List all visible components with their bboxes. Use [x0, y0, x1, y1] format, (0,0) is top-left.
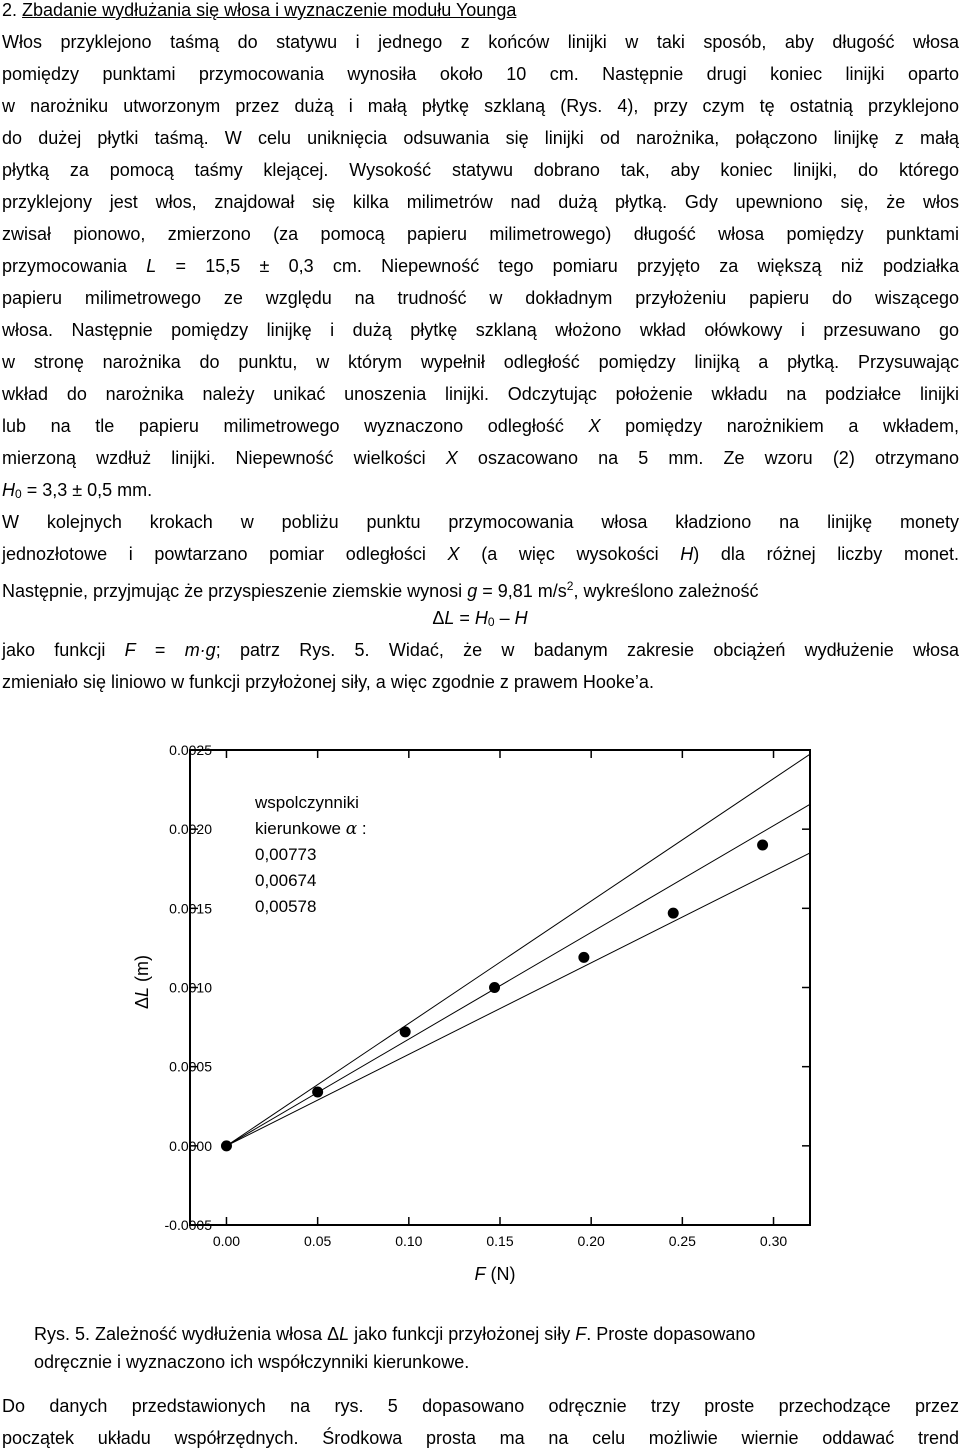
text-run: = 15,5 ± 0,3 cm.: [156, 256, 382, 276]
x-tick-label: 0.05: [304, 1233, 332, 1249]
x-tick-label: 0.15: [486, 1233, 514, 1249]
data-point: [489, 982, 500, 993]
y-axis-symbol: Δ: [132, 996, 152, 1010]
paragraph-line: papieru milimetrowego ze względu na trudność w dokładnym przyłożeniu papieru do wiszącego: [2, 288, 959, 308]
figure-caption-line-2: odręcznie i wyznaczono ich współczynniki kierunkowe.: [34, 1352, 470, 1372]
paragraph-line: przyklejony jest włos, znajdował się kilka milimetrów nad dużą płytką. Gdy upewniono się, że włos: [2, 192, 959, 212]
paragraph-line: do dużej płytki taśmą. W celu uniknięcia odsuwania się linijki od narożnika, połączono linijkę z małą: [2, 128, 959, 148]
y-axis-ticks: [165, 742, 810, 1233]
text-run: przymocowania: [2, 256, 147, 276]
x-tick-label: 0.30: [759, 1233, 788, 1249]
variable-L: L: [146, 256, 157, 276]
slope-value-1: 0,00773: [255, 845, 317, 864]
paragraph-line: zwisał pionowo, zmierzono (za pomocą papieru milimetrowego) długość włosa pomiędzy punktami: [2, 224, 959, 244]
data-point: [757, 840, 768, 851]
variable-H: H: [514, 608, 528, 628]
text-run: ) dla różnej liczby monet.: [693, 544, 959, 564]
paragraph-line: w stronę narożnika do punktu, w którym wypełnił odległość pomiędzy linijką a płytką. Przysuwając: [2, 352, 959, 372]
text-run: Następnie, przyjmując że przyspieszenie ziemskie wynosi: [2, 581, 468, 601]
variable-L: L: [339, 1324, 350, 1344]
variable-X: X: [447, 544, 460, 564]
paragraph-line: początek układu współrzędnych. Środkowa prosta ma na celu możliwie wiernie oddawać trend: [2, 1428, 959, 1448]
x-tick-label: 0.00: [212, 1233, 241, 1249]
text-run: =: [454, 608, 475, 628]
y-tick-label: 0.0015: [169, 900, 212, 917]
paragraph-line: Włos przyklejono taśmą do statywu i jednego z końców linijki w taki sposób, aby długość włosa: [2, 32, 959, 52]
section-title: Zbadanie wydłużania się włosa i wyznaczenie modułu Younga: [22, 0, 517, 20]
superscript: 2: [566, 579, 574, 593]
x-tick-label: 0.10: [395, 1233, 423, 1249]
y-axis-unit: (m): [132, 954, 152, 987]
paragraph-line: Do danych przedstawionych na rys. 5 dopasowano odręcznie trzy proste przechodzące przez: [2, 1396, 959, 1416]
text-run: Rys. 5. Zależność wydłużenia włosa: [34, 1324, 328, 1344]
y-tick-label: 0.0010: [169, 979, 212, 996]
text-run: ; patrz Rys. 5. Widać, że w badanym zakresie obciążeń wydłużenie włosa: [215, 640, 960, 660]
data-point: [221, 1140, 232, 1151]
section-number: 2.: [2, 0, 18, 20]
paragraph-line: W kolejnych krokach w pobliżu punktu przymocowania włosa kładziono na linijkę monety: [2, 512, 959, 532]
text-run: = 3,3 ± 0,5 mm.: [21, 480, 153, 500]
subscript: 0: [15, 487, 22, 501]
x-tick-label: 0.20: [577, 1233, 605, 1249]
figure-caption-line-1: [34, 1324, 755, 1344]
text-run: –: [494, 608, 515, 628]
data-point: [400, 1026, 411, 1037]
text-run: lub na tle papieru milimetrowego wyznaczono odległość: [2, 416, 589, 436]
paragraph-line-length: [2, 256, 959, 278]
delta-symbol: Δ: [327, 1324, 340, 1344]
text-run: (a więc wysokości: [459, 544, 681, 564]
paragraph-line: zmieniało się liniowo w funkcji przyłożonej siły, a więc zgodnie z prawem Hooke’a.: [2, 672, 654, 692]
y-tick-label: 0.0005: [169, 1058, 212, 1075]
annotation-line-2: [255, 819, 367, 839]
text-run: pomiędzy narożnikiem a wkładem,: [600, 416, 959, 436]
text-run: = 9,81 m/s: [477, 581, 567, 601]
text-run: . Proste dopasowano: [586, 1324, 756, 1344]
paragraph-line-force: [2, 640, 959, 662]
paragraph-line: w narożniku utworzonym przez dużą i małą płytkę szklaną (Rys. 4), przy czym tę ostatnią przyklejono: [2, 96, 959, 116]
variable-g: g: [467, 581, 478, 601]
fit-lines: [226, 754, 810, 1146]
x-tick-label: 0.25: [668, 1233, 696, 1249]
y-tick-label: 0.0000: [169, 1137, 212, 1154]
y-tick-label: -0.0005: [164, 1217, 212, 1233]
paragraph-line-x: [2, 416, 959, 438]
paragraph-line: włosa. Następnie pomiędzy linijkę i dużą płytkę szklaną włożono wkład ołówkowy i przesuwano go: [2, 320, 959, 340]
variable-L: L: [444, 608, 455, 628]
annotation-colon: :: [357, 819, 367, 838]
y-tick-label: 0.0020: [169, 821, 212, 838]
variable-F: F: [124, 640, 136, 660]
text-run: jako funkcji przyłożonej siły: [349, 1324, 576, 1344]
section-heading: [2, 0, 516, 22]
slope-value-3: 0,00578: [255, 897, 317, 916]
variable-mg: m·g: [184, 640, 216, 660]
text-run: jednozłotowe i powtarzano pomiar odległości: [2, 544, 448, 564]
paragraph-line: wkład do narożnika należy unikać unoszenia linijki. Odczytując położenie wkładu na podziałce linijki: [2, 384, 959, 404]
subscript: 0: [487, 615, 495, 629]
variable-F: F: [575, 1324, 587, 1344]
annotation-line-1: wspolczynniki: [255, 793, 359, 812]
paragraph-line: pomiędzy punktami przymocowania wynosiła około 10 cm. Następnie drugi koniec linijki oparto: [2, 64, 959, 84]
slope-value-2: 0,00674: [255, 871, 317, 890]
y-axis-label: [132, 955, 152, 1009]
x-axis-label: [475, 1264, 516, 1284]
paragraph-line-g: [2, 576, 759, 601]
annotation-text: kierunkowe: [255, 819, 346, 838]
variable-H: H: [2, 480, 15, 500]
text-run: , wykreślono zależność: [573, 581, 759, 601]
equation-delta-l: [0, 608, 960, 630]
figure-5-chart: [0, 740, 960, 1310]
x-axis-unit: (N): [485, 1264, 516, 1284]
text-run: mierzoną wzdłuż linijki. Niepewność wielkości: [2, 448, 446, 468]
variable-X: X: [445, 448, 458, 468]
data-point: [312, 1087, 323, 1098]
paragraph-line-x2: [2, 448, 959, 470]
alpha-symbol: α: [345, 819, 358, 839]
paragraph-line-monety: [2, 544, 959, 566]
text-run: jako funkcji: [2, 640, 125, 660]
data-point: [668, 908, 679, 919]
paragraph-line: płytką za pomocą taśmy klejącej. Wysokość statywu dobrano tak, aby koniec linijki, do którego: [2, 160, 959, 180]
y-axis-variable: L: [132, 986, 152, 997]
fit-line: [226, 754, 810, 1146]
text-run: Niepewność tego pomiaru przyjęto za większą niż podziałka: [381, 256, 959, 276]
variable-H: H: [680, 544, 694, 564]
x-axis-variable: F: [474, 1264, 486, 1284]
variable-H: H: [474, 608, 488, 628]
text-run: oszacowano na 5 mm. Ze wzoru (2) otrzymano: [457, 448, 959, 468]
variable-X: X: [588, 416, 601, 436]
data-point: [578, 952, 589, 963]
y-tick-label: 0.0025: [169, 742, 212, 758]
paragraph-line-h0: [2, 480, 152, 502]
text-run: =: [135, 640, 185, 660]
delta-symbol: Δ: [432, 608, 445, 628]
